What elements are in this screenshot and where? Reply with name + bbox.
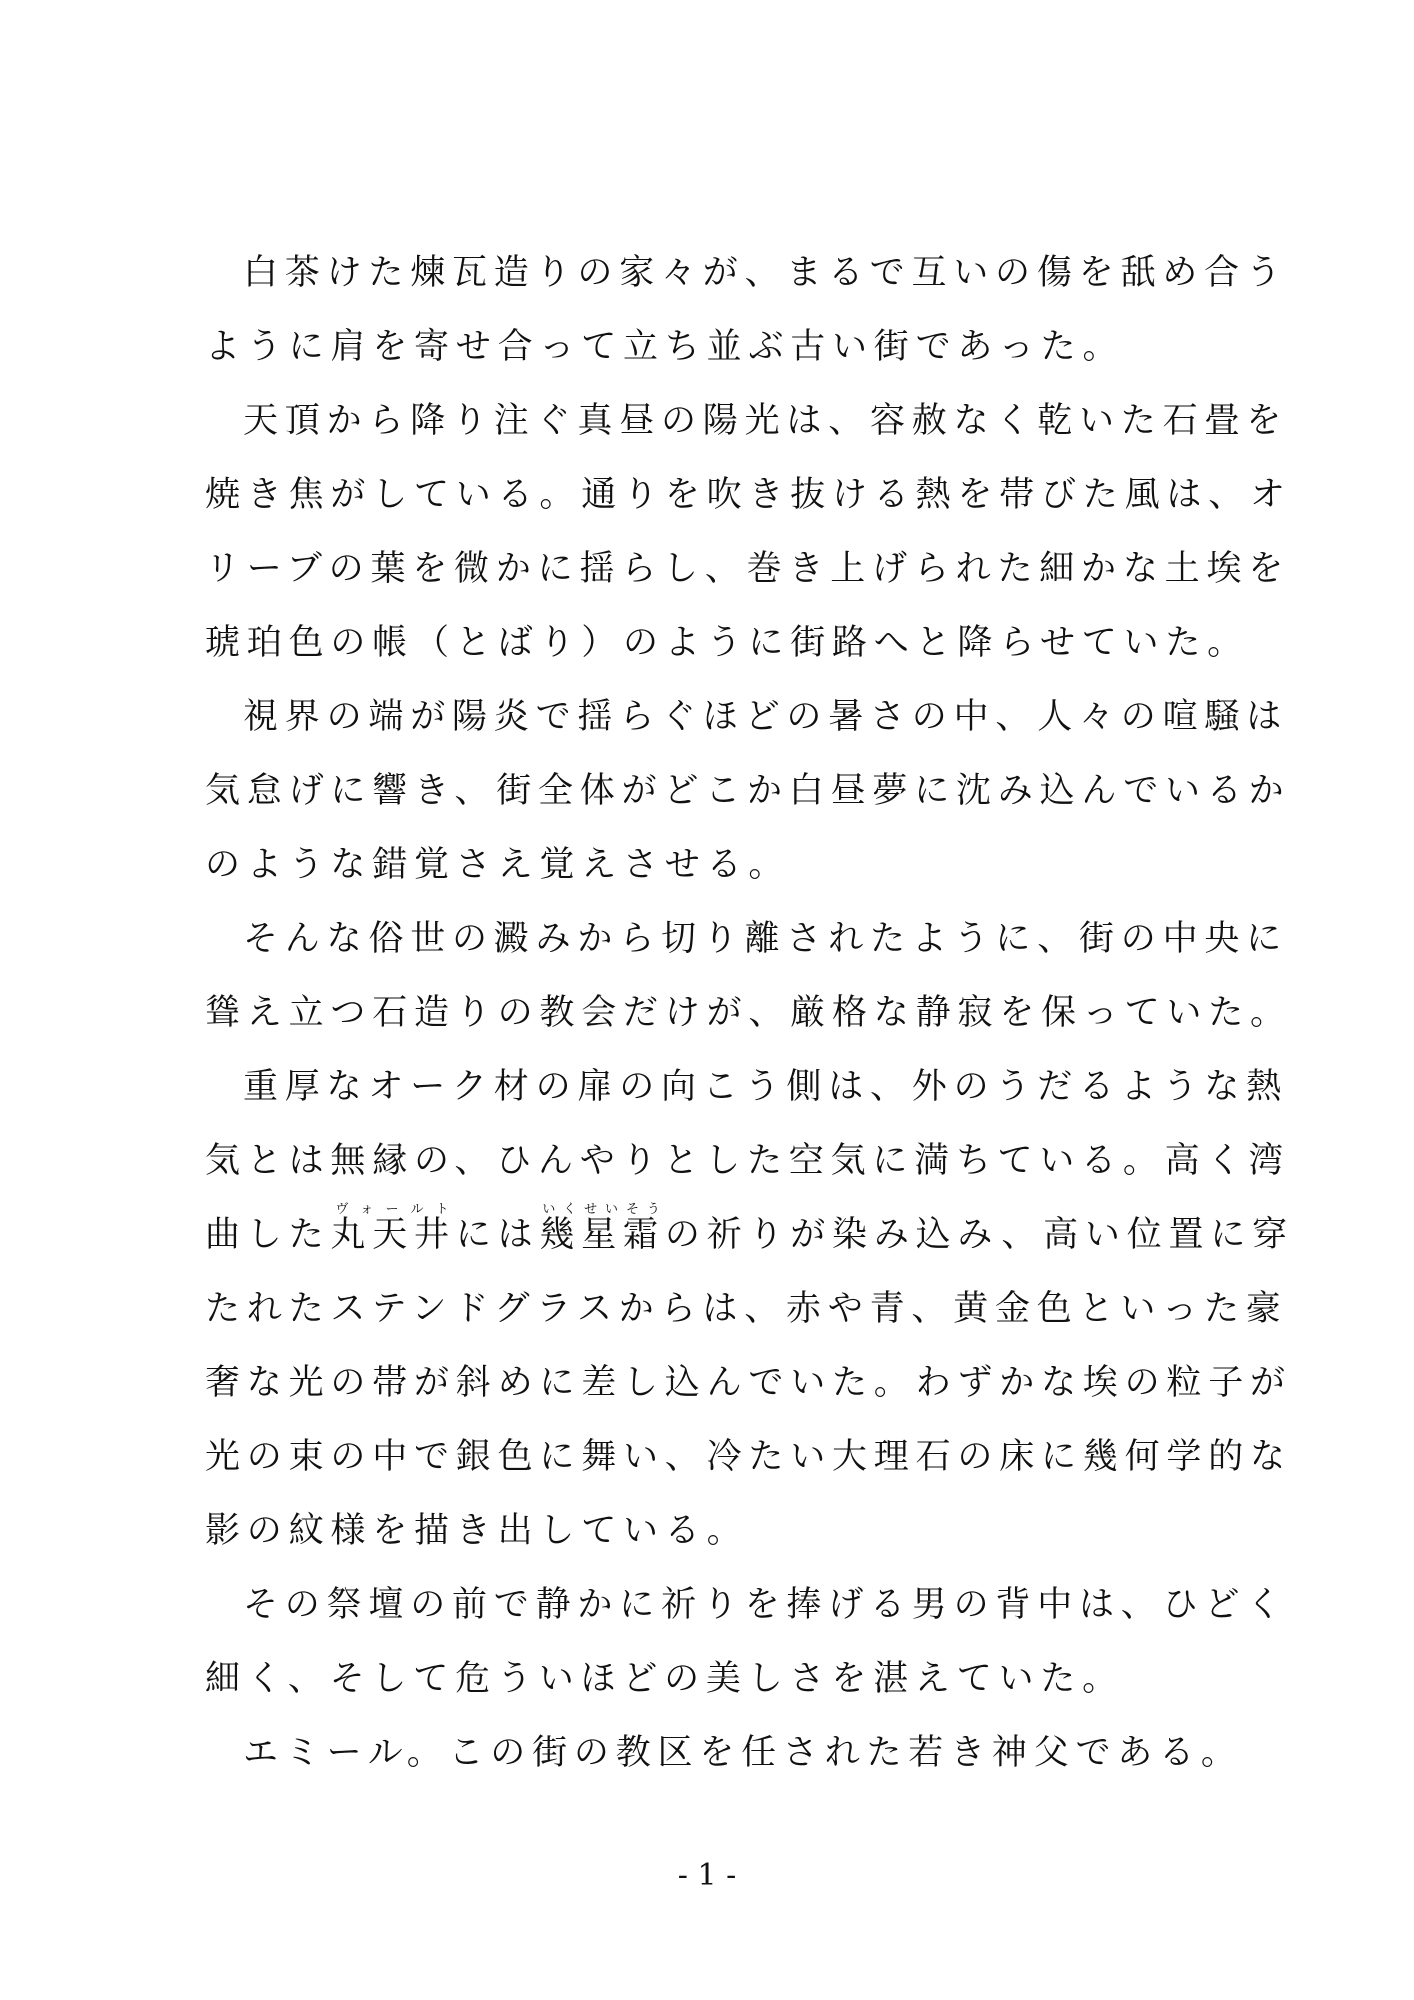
- text-line: 焼き焦がしている。通りを吹き抜ける熱を帯びた風は、オ: [205, 475, 1292, 515]
- text-line: 琥珀色の帳（とばり）のように街路へと降らせていた。: [205, 623, 1249, 663]
- ruby-vault: [330, 1202, 456, 1255]
- text-line: エミール。この街の教区を任された若き神父である。: [243, 1733, 1243, 1773]
- text-line: のような錯覚さえ覚えさせる。: [205, 845, 791, 885]
- text-line: 光の束の中で銀色に舞い、冷たい大理石の床に幾何学的な: [205, 1437, 1292, 1477]
- text-line: 細く、そして危ういほどの美しさを湛えていた。: [205, 1659, 1124, 1699]
- body-text: [205, 236, 1294, 1790]
- ruby-vault-base: 丸天井: [330, 1215, 456, 1255]
- text-line: ように肩を寄せ合って立ち並ぶ古い街であった。: [205, 327, 1125, 367]
- ruby-text-line: [205, 1198, 1294, 1272]
- text-line: その祭壇の前で静かに祈りを捧げる男の背中は、ひどく: [243, 1585, 1289, 1625]
- text-line: 天頂から降り注ぐ真昼の陽光は、容赦なく乾いた石畳を: [243, 401, 1289, 441]
- text-line: 重厚なオーク材の扉の向こう側は、外のうだるような熱: [243, 1067, 1289, 1107]
- ruby-vault-reading: ヴォールト: [330, 1202, 456, 1217]
- text-line: 気とは無縁の、ひんやりとした空気に満ちている。高く湾: [205, 1141, 1291, 1181]
- page-number: - 1 -: [677, 1858, 737, 1893]
- ruby-line-middle: には: [455, 1215, 540, 1255]
- text-line: 奢な光の帯が斜めに差し込んでいた。わずかな埃の粒子が: [205, 1363, 1292, 1403]
- text-line: そんな俗世の澱みから切り離されたように、街の中央に: [243, 919, 1289, 959]
- ruby-line-after: の祈りが染み込み、高い位置に穿: [664, 1215, 1294, 1255]
- ruby-line-before: 曲した: [205, 1215, 331, 1255]
- text-line: たれたステンドグラスからは、赤や青、黄金色といった豪: [205, 1289, 1288, 1329]
- ruby-ikuseisou: [539, 1202, 665, 1255]
- ruby-ikuseisou-reading: いくせいそう: [539, 1202, 665, 1217]
- text-line: 聳え立つ石造りの教会だけが、厳格な静寂を保っていた。: [205, 993, 1292, 1033]
- text-line: 視界の端が陽炎で揺らぐほどの暑さの中、人々の喧騒は: [243, 697, 1289, 737]
- text-line: 気怠げに響き、街全体がどこか白昼夢に沈み込んでいるか: [205, 771, 1291, 811]
- ruby-ikuseisou-base: 幾星霜: [539, 1215, 665, 1255]
- text-line: 影の紋様を描き出している。: [205, 1511, 749, 1551]
- text-line: 白茶けた煉瓦造りの家々が、まるで互いの傷を舐め合う: [243, 253, 1288, 293]
- text-line: リーブの葉を微かに揺らし、巻き上げられた細かな土埃を: [205, 549, 1291, 589]
